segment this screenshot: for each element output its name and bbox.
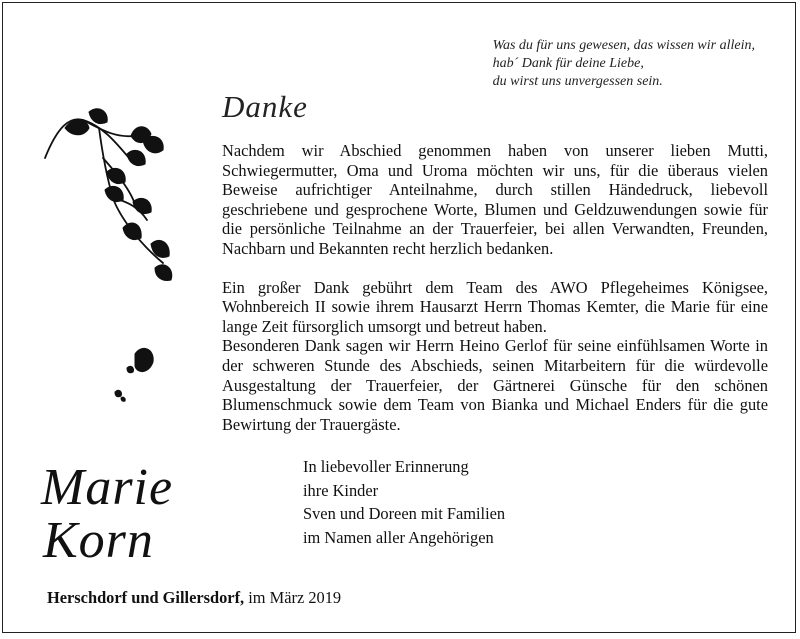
deceased-first-name: Marie [41, 459, 174, 516]
signoff-line-3: Sven und Doreen mit Familien [303, 504, 506, 523]
obituary-notice [2, 2, 796, 633]
leaf-branch-icon [43, 98, 183, 408]
poem-line-2: hab´ Dank für deine Liebe, [492, 56, 644, 71]
paragraph-2: Ein großer Dank gebührt dem Team des AWO Pflegeheimes Königsee, Wohnbereich II sowie ihrem Hausarzt Herrn Thomas Kemter, die Marie für eine lange Zeit fürsorglich umsorgt und betreut haben. [222, 277, 768, 336]
place-and-date [47, 588, 341, 608]
signoff-line-1: In liebevoller Erinnerung [303, 457, 469, 476]
paragraph-1: Nachdem wir Abschied genommen haben von unserer lieben Mutti, Schwiegermutter, Oma und Uroma möchten wir uns, für die überaus vielen Beweise aufrichtiger Anteilnahme, durch stillen Händedruck, liebevoll geschriebene und gesprochene Worte, Blumen und Geldzuwendungen sowie für die persönliche Teilnahme an der Trauerfeier, bei allen Verwandten, Freunden, Nachbarn und Bekannten recht herzlich bedanken. [222, 141, 768, 258]
poem-line-1: Was du für uns gewesen, das wissen wir allein, [492, 38, 755, 53]
thank-you-text [222, 141, 768, 434]
heading-danke: Danke [222, 89, 308, 124]
signoff-line-4: im Namen aller Angehörigen [303, 527, 494, 547]
paragraph-3: Besonderen Dank sagen wir Herrn Heino Gerlof für seine einfühlsamen Worte in der schweren Stunde des Abschieds, seinen Mitarbeitern für die würdevolle Ausgestaltung der Trauerfeier, der Gärtnerei Günsche für den schönen Blumenschmuck sowie dem Team von Bianka und Michael Enders für die gute Bewirtung der Trauergäste. [222, 336, 768, 434]
signoff-line-2: ihre Kinder [303, 480, 379, 500]
deceased-last-name: Korn [43, 512, 154, 569]
place-label: Herschdorf und Gillersdorf, [47, 588, 245, 607]
family-signoff [303, 455, 505, 549]
poem-line-3: du wirst uns unvergessen sein. [492, 74, 663, 89]
memorial-poem [493, 37, 755, 91]
date-label: im März 2019 [248, 588, 342, 607]
